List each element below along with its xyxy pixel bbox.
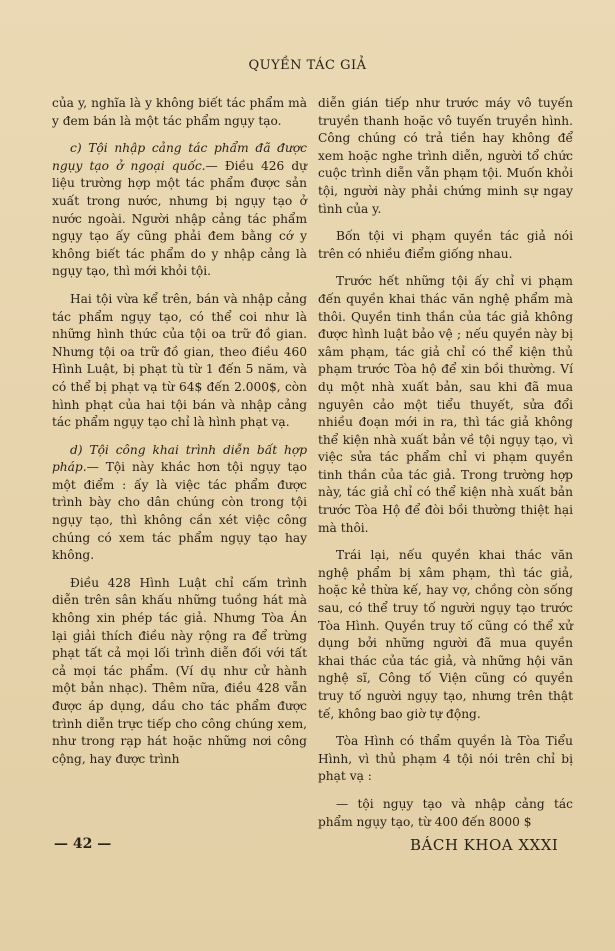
paragraph: Điều 428 Hình Luật chỉ cấm trình diễn trên sân khấu những tuồng hát mà không xin phép tác giả. Nhưng Tòa Án lại giải thích điều này rộng ra để trừng phạt tất cả mọi lối trình diễn đối với tất cả mọi tác phẩm. (Ví dụ như cử hành một bản nhạc). Thêm nữa, điều 428 vẫn được áp dụng, dầu cho tác phẩm được trình diễn trực tiếp cho công chúng xem, như trong rạp hát hoặc những nơi công cộng, hay được trình	[52, 575, 307, 766]
paragraph: diễn gián tiếp như trước máy vô tuyến truyền thanh hoặc vô tuyến truyền hình. Công chúng có trả tiền hay không để xem hoặc nghe trình diễn, người tổ chức cuộc trình diễn vẫn phạm tội. Muốn khỏi tội, người này phải chứng minh sự ngay tình của y.	[318, 96, 573, 216]
section-heading: c) Tội nhập cảng tác phẩm đã được ngụy tạo ở ngoại quốc.	[52, 141, 307, 173]
paragraph: Tòa Hình có thẩm quyền là Tòa Tiểu Hình, vì thủ phạm 4 tội nói trên chỉ bị phạt vạ :	[318, 734, 573, 784]
section-heading: d) Tội công khai trình diễn bất hợp pháp.	[52, 442, 307, 475]
paragraph: — tội ngụy tạo và nhập cảng tác phẩm ngụy tạo, từ 400 đến 8000 $	[318, 796, 573, 829]
paragraph-text: — Tội này khác hơn tội ngụy tạo một điểm : ấy là việc tác phẩm được trình bày cho dân chúng còn trong tội ngụy tạo, thì không cần xét việc công chúng có xem tác phẩm ngụy tạo hay không.	[52, 460, 307, 563]
right-column	[318, 95, 573, 841]
paragraph	[52, 442, 307, 565]
left-column	[52, 95, 307, 778]
magazine-footer: BÁCH KHOA XXXI	[410, 836, 559, 854]
paragraph	[52, 140, 307, 281]
running-header: QUYỀN TÁC GIẢ	[248, 58, 367, 73]
paragraph: Trước hết những tội ấy chỉ vi phạm đến quyền khai thác văn nghệ phẩm mà thôi. Quyền tinh thần của tác giả không được hình luật bảo vệ ; nếu quyền này bị xâm phạm, tác giả chỉ có thể kiện thủ phạm trước Tòa hộ để xin bồi thường. Ví dụ một nhà xuất bản, sau khi đã mua nguyên cảo một tiểu thuyết, sửa đổi nhiều đoạn mới in ra, thì tác giả không thể kiện nhà xuất bản về tội ngụy tạo, vì việc sửa tác phẩm chỉ vi phạm quyền tinh thần của tác giả. Trong trường hợp này, tác giả chỉ có thể kiện nhà xuất bản trước Tòa Hộ để đòi bồi thường thiệt hại mà thôi.	[318, 274, 573, 535]
paragraph: Trái lại, nếu quyền khai thác văn nghệ phẩm bị xâm phạm, thì tác giả, hoặc kẻ thừa kế, hay vợ, chồng còn sống sau, có thể truy tố người ngụy tạo trước Tòa Hình. Quyền truy tố cũng có thể xử dụng bởi những người đã mua quyền khai thác của tác giả, và những hội văn nghệ sĩ, Công tố Viện cũng có quyền truy tố người ngụy tạo, nhưng trên thật tế, không bao giờ tự động.	[318, 548, 573, 721]
paragraph: Bốn tội vi phạm quyền tác giả nói trên có nhiều điểm giống nhau.	[318, 229, 573, 261]
paragraph-text: — Điều 426 dự liệu trường hợp một tác phẩm được sản xuất trong nước, nhưng bị ngụy tạo ở nước ngoài. Người nhập cảng tác phẩm ngụy tạo ấy cũng phải đem bằng cớ y không biết tác phẩm do y nhập cảng là ngụy tạo, thì mới khỏi tội.	[52, 158, 307, 279]
paragraph: Hai tội vừa kể trên, bán và nhập cảng tác phẩm ngụy tạo, có thể coi như là những hình thức của tội oa trữ đồ gian. Nhưng tội oa trữ đồ gian, theo điều 460 Hình Luật, bị phạt tù từ 1 đến 5 năm, và có thể bị phạt vạ từ 64$ đến 2.000$, còn hình phạt của hai tội bán và nhập cảng tác phẩm ngụy tạo chỉ là hình phạt vạ.	[52, 291, 307, 430]
page-number: — 42 —	[54, 836, 112, 852]
paragraph: của y, nghĩa là y không biết tác phẩm mà y đem bán là một tác phẩm ngụy tạo.	[52, 96, 307, 128]
